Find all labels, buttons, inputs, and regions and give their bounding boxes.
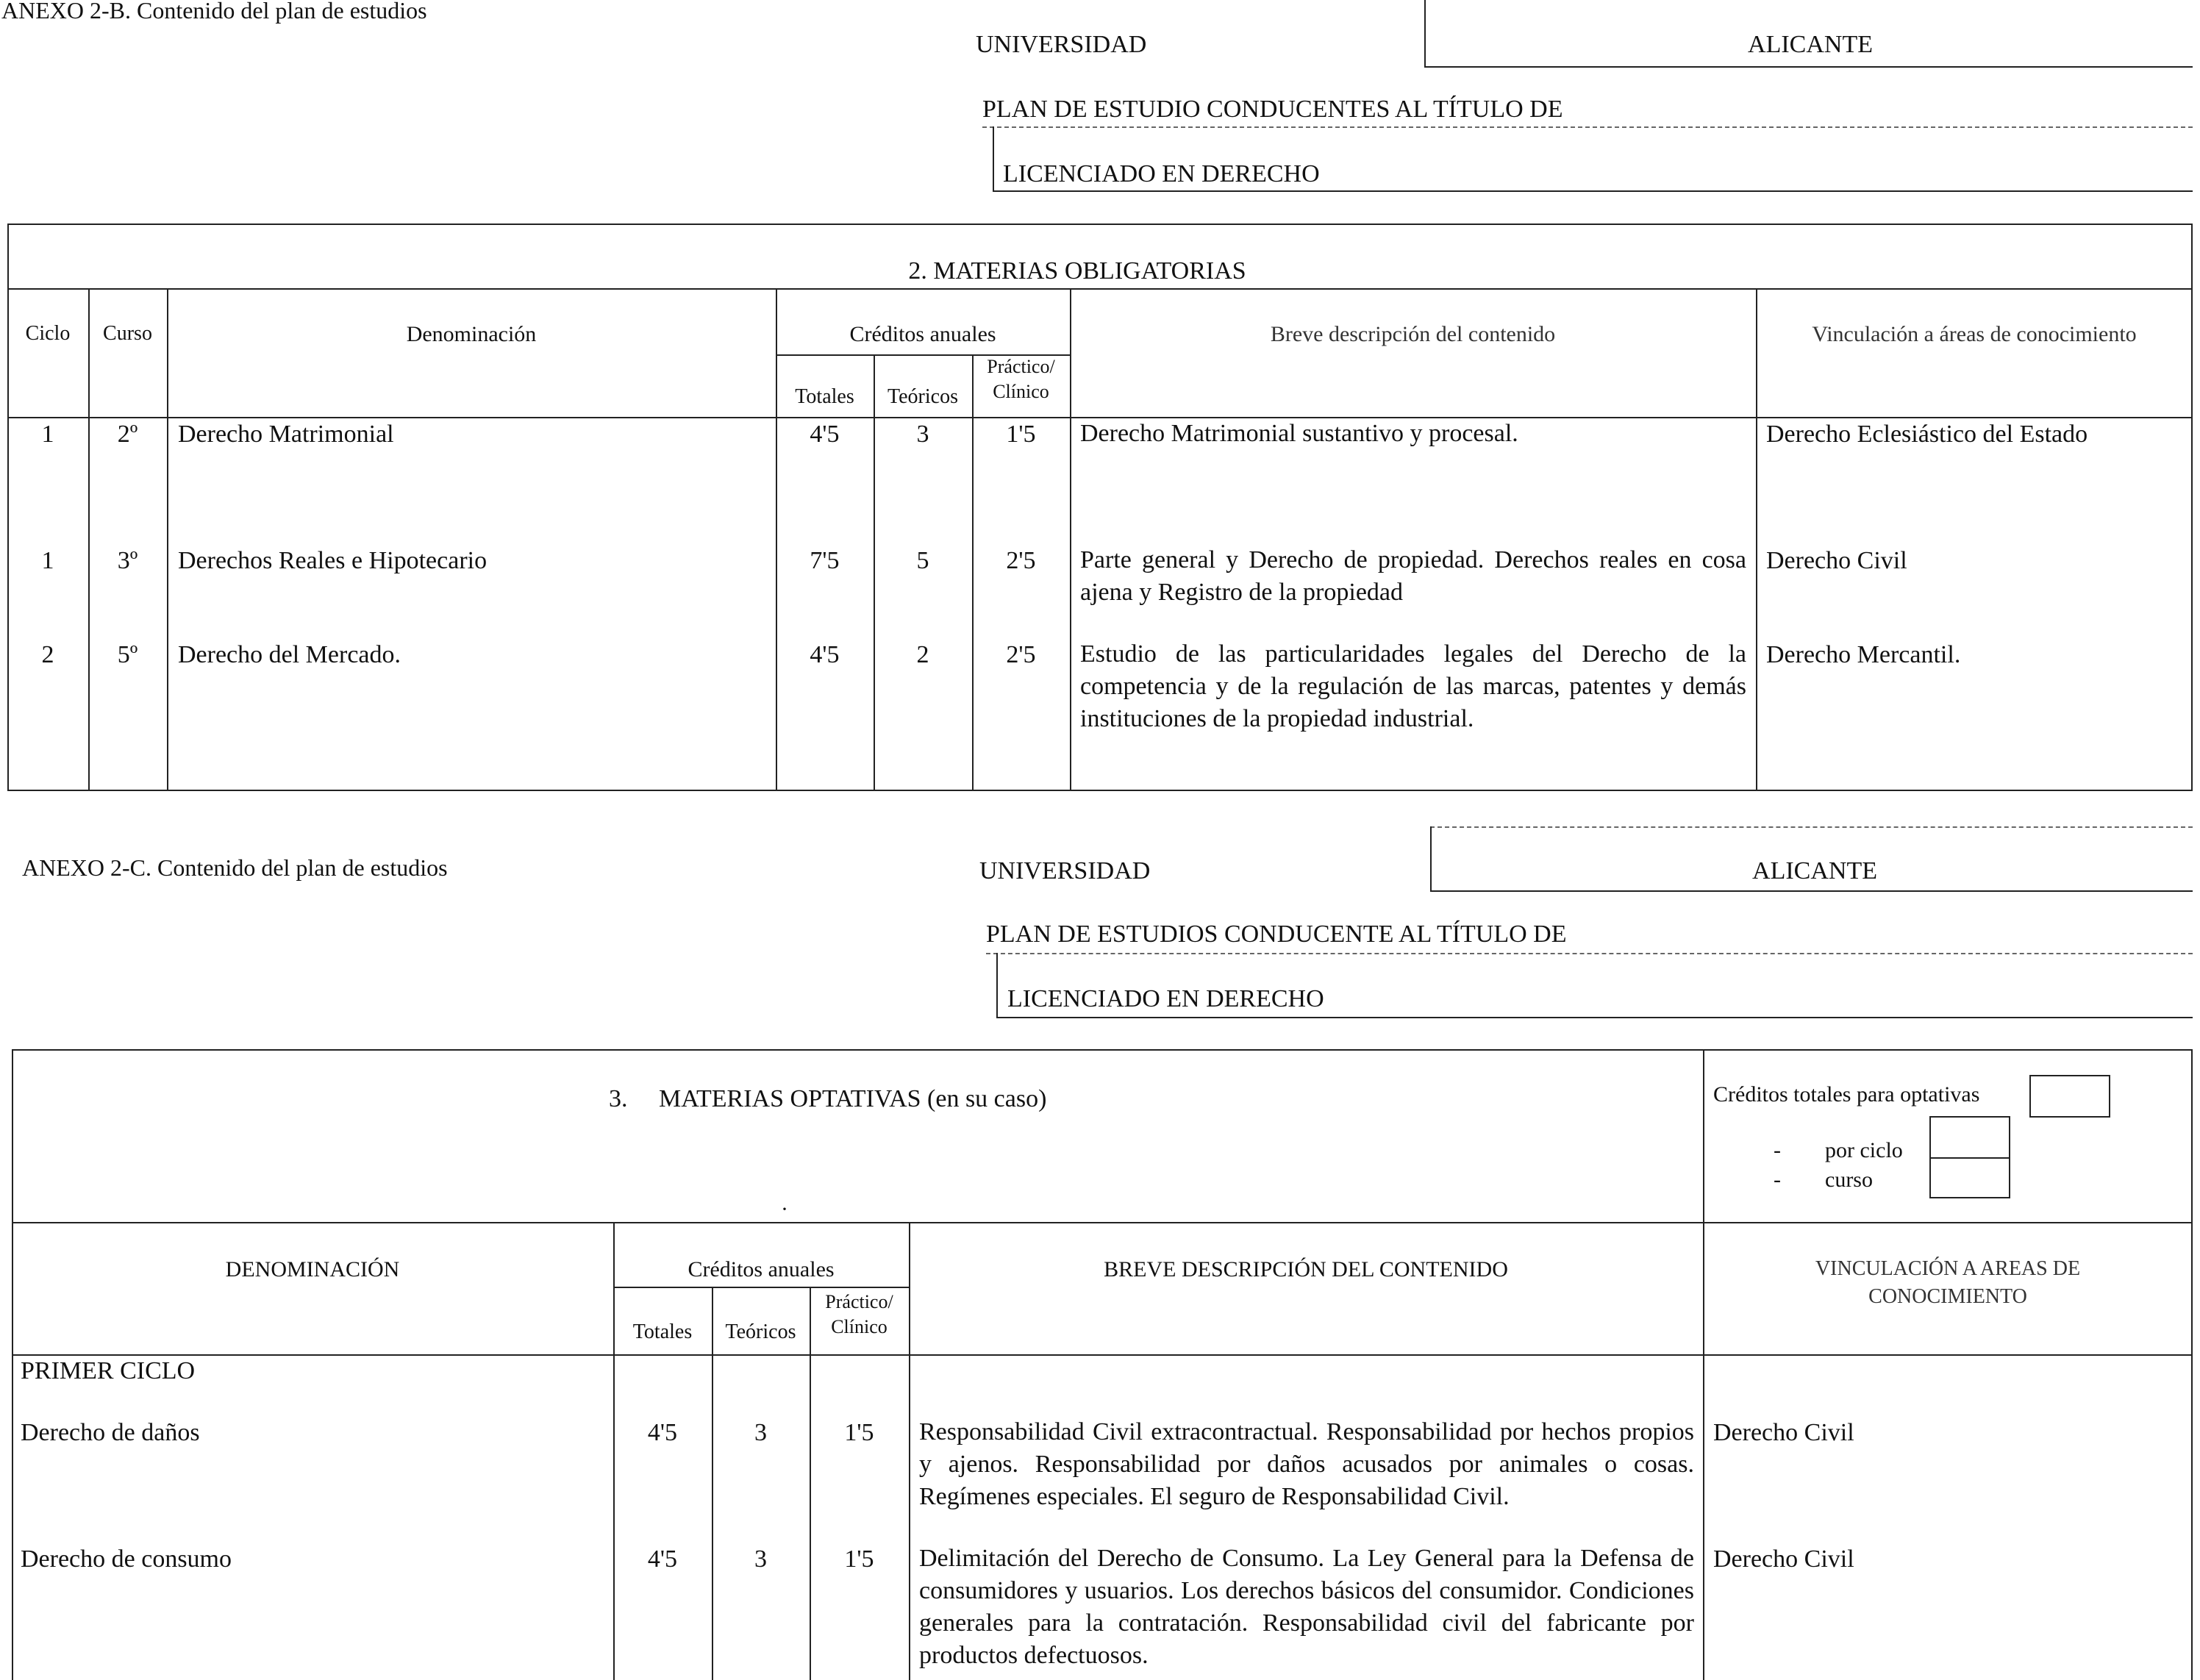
anexo-c-plan-rule	[986, 953, 2193, 954]
row-b1-totales: 4'5	[810, 421, 840, 448]
header-c-descripcion: BREVE DESCRIPCIÓN DEL CONTENIDO	[1104, 1257, 1508, 1282]
anexo-b-titulo-left-rule	[993, 126, 994, 191]
header-c-totales: Totales	[632, 1320, 693, 1343]
creditos-totales-input[interactable]	[2029, 1075, 2110, 1118]
header-vinculacion: Vinculación a áreas de conocimiento	[1812, 322, 2137, 346]
anexo-b-title: ANEXO 2-B. Contenido del plan de estudios	[1, 0, 427, 24]
row-b3-ciclo: 2	[41, 641, 54, 668]
row-b3-denominacion: Derecho del Mercado.	[178, 641, 401, 668]
table-b-header-top-rule	[7, 288, 2193, 290]
table-c-col-rule	[712, 1287, 713, 1680]
materias-optativas-number: 3.	[609, 1085, 628, 1112]
row-c2-practico: 1'5	[844, 1545, 874, 1573]
row-c1-totales: 4'5	[647, 1419, 678, 1446]
row-b3-totales: 4'5	[810, 641, 840, 668]
row-b1-ciclo: 1	[41, 421, 54, 448]
header-c-clinico: Clínico	[831, 1316, 888, 1337]
header-totales: Totales	[795, 385, 854, 408]
header-creditos-anuales: Créditos anuales	[849, 322, 996, 346]
anexo-c-universidad-label: UNIVERSIDAD	[979, 857, 1151, 884]
anexo-b-plan-label: PLAN DE ESTUDIO CONDUCENTES AL TÍTULO DE	[982, 96, 1563, 123]
header-c-teoricos: Teóricos	[725, 1320, 796, 1343]
row-c2-denominacion: Derecho de consumo	[21, 1545, 232, 1573]
anexo-b-universidad-label: UNIVERSIDAD	[976, 31, 1147, 58]
por-ciclo-input[interactable]	[1929, 1116, 2010, 1159]
row-c1-vinculacion: Derecho Civil	[1713, 1419, 1854, 1446]
header-ciclo: Ciclo	[25, 322, 71, 345]
anexo-c-plan-label: PLAN DE ESTUDIOS CONDUCENTE AL TÍTULO DE	[986, 921, 1567, 948]
header-c-practico: Práctico/	[825, 1291, 893, 1312]
anexo-c-universidad-top-rule	[1430, 826, 2193, 828]
row-b3-curso: 5º	[117, 641, 138, 668]
table-c-col-rule	[613, 1222, 615, 1680]
header-descripcion: Breve descripción del contenido	[1270, 322, 1556, 346]
stray-dot: ·	[781, 1197, 788, 1221]
row-c2-teoricos: 3	[754, 1545, 767, 1573]
row-b2-denominacion: Derechos Reales e Hipotecario	[178, 547, 488, 574]
row-c1-denominacion: Derecho de daños	[21, 1419, 200, 1446]
row-b1-descripcion: Derecho Matrimonial sustantivo y procesal.	[1080, 420, 1518, 447]
row-b1-practico: 1'5	[1006, 421, 1036, 448]
row-c1-descripcion: Responsabilidad Civil extracontractual. Responsabilidad por hechos propios y ajenos. Responsabilidad por daños acusados por animales o cosas. Regímenes especiales. El seguro de Responsabilidad Civil.	[919, 1418, 1694, 1510]
anexo-c-title: ANEXO 2-C. Contenido del plan de estudios	[22, 854, 448, 881]
table-c-col-rule	[909, 1222, 910, 1680]
header-c-creditos-anuales: Créditos anuales	[688, 1257, 835, 1282]
row-b2-ciclo: 1	[41, 547, 54, 574]
header-c-denominacion: DENOMINACIÓN	[225, 1257, 400, 1282]
row-b2-teoricos: 5	[916, 547, 929, 574]
header-clinico: Clínico	[993, 381, 1049, 402]
table-b-col-rule	[1070, 288, 1071, 791]
anexo-c-titulo-rule	[996, 1017, 2193, 1018]
row-b1-denominacion: Derecho Matrimonial	[178, 421, 394, 448]
table-b-col-rule	[88, 288, 90, 791]
row-b2-practico: 2'5	[1006, 547, 1036, 574]
table-c-col-rule	[810, 1287, 811, 1680]
header-teoricos: Teóricos	[887, 385, 958, 408]
row-b2-descripcion: Parte general y Derecho de propiedad. Derechos reales en cosa ajena y Registro de la propiedad	[1080, 546, 1746, 606]
anexo-c-titulo-left-rule	[996, 953, 998, 1018]
anexo-c-titulo-value: LICENCIADO EN DERECHO	[1007, 985, 1324, 1012]
row-c2-descripcion: Delimitación del Derecho de Consumo. La Ley General para la Defensa de consumidores y usuarios. Los derechos básicos del consumidor. Condiciones generales para la contratación. Responsabilidad civil del fabricante por productos defectuosos.	[919, 1545, 1694, 1669]
row-b1-vinculacion: Derecho Eclesiástico del Estado	[1766, 421, 2088, 448]
table-c-header-top-rule	[12, 1222, 2193, 1223]
por-ciclo-dash: -	[1774, 1138, 1781, 1162]
row-c1-practico: 1'5	[844, 1419, 874, 1446]
table-c-creditos-rule	[613, 1287, 909, 1288]
row-b2-curso: 3º	[117, 547, 138, 574]
row-b2-vinculacion: Derecho Civil	[1766, 547, 1907, 574]
anexo-b-universidad-value: ALICANTE	[1748, 31, 1873, 58]
table-b-col-rule	[776, 288, 777, 791]
row-c2-totales: 4'5	[647, 1545, 678, 1573]
header-practico: Práctico/	[987, 356, 1055, 377]
anexo-b-plan-rule	[982, 126, 2193, 128]
header-c-vinculacion-line1: VINCULACIÓN A AREAS DE	[1815, 1257, 2081, 1280]
anexo-c-universidad-value: ALICANTE	[1752, 857, 1877, 884]
materias-optativas-title: MATERIAS OPTATIVAS (en su caso)	[659, 1085, 1047, 1112]
row-b3-practico: 2'5	[1006, 641, 1036, 668]
table-b-col-rule	[167, 288, 168, 791]
row-c2-vinculacion: Derecho Civil	[1713, 1545, 1854, 1573]
curso-dash: -	[1774, 1168, 1781, 1192]
curso-input[interactable]	[1929, 1157, 2010, 1198]
table-b-col-rule	[1756, 288, 1757, 791]
header-curso: Curso	[103, 322, 152, 345]
anexo-b-titulo-value: LICENCIADO EN DERECHO	[1003, 160, 1320, 187]
row-b2-totales: 7'5	[810, 547, 840, 574]
table-c-header-bottom-rule	[12, 1354, 2193, 1356]
header-denominacion: Denominación	[406, 322, 537, 346]
row-b1-curso: 2º	[117, 421, 138, 448]
row-b3-teoricos: 2	[916, 641, 929, 668]
por-ciclo-label: por ciclo	[1825, 1138, 1903, 1162]
row-b3-descripcion: Estudio de las particularidades legales del Derecho de la competencia y de la regulación de las marcas, patentes y demás instituciones de la propiedad industrial.	[1080, 640, 1746, 732]
anexo-b-titulo-rule	[993, 190, 2193, 192]
row-b3-vinculacion: Derecho Mercantil.	[1766, 641, 1961, 668]
table-c-col-rule	[1703, 1049, 1704, 1680]
group-primer-ciclo: PRIMER CICLO	[21, 1357, 196, 1384]
curso-label: curso	[1825, 1168, 1873, 1192]
materias-obligatorias-title: 2. MATERIAS OBLIGATORIAS	[908, 257, 1246, 285]
row-b1-teoricos: 3	[916, 421, 929, 448]
anexo-c-universidad-bottom-rule	[1430, 890, 2193, 892]
header-c-vinculacion-line2: CONOCIMIENTO	[1868, 1285, 2027, 1308]
creditos-totales-label: Créditos totales para optativas	[1713, 1082, 1980, 1107]
row-c1-teoricos: 3	[754, 1419, 767, 1446]
